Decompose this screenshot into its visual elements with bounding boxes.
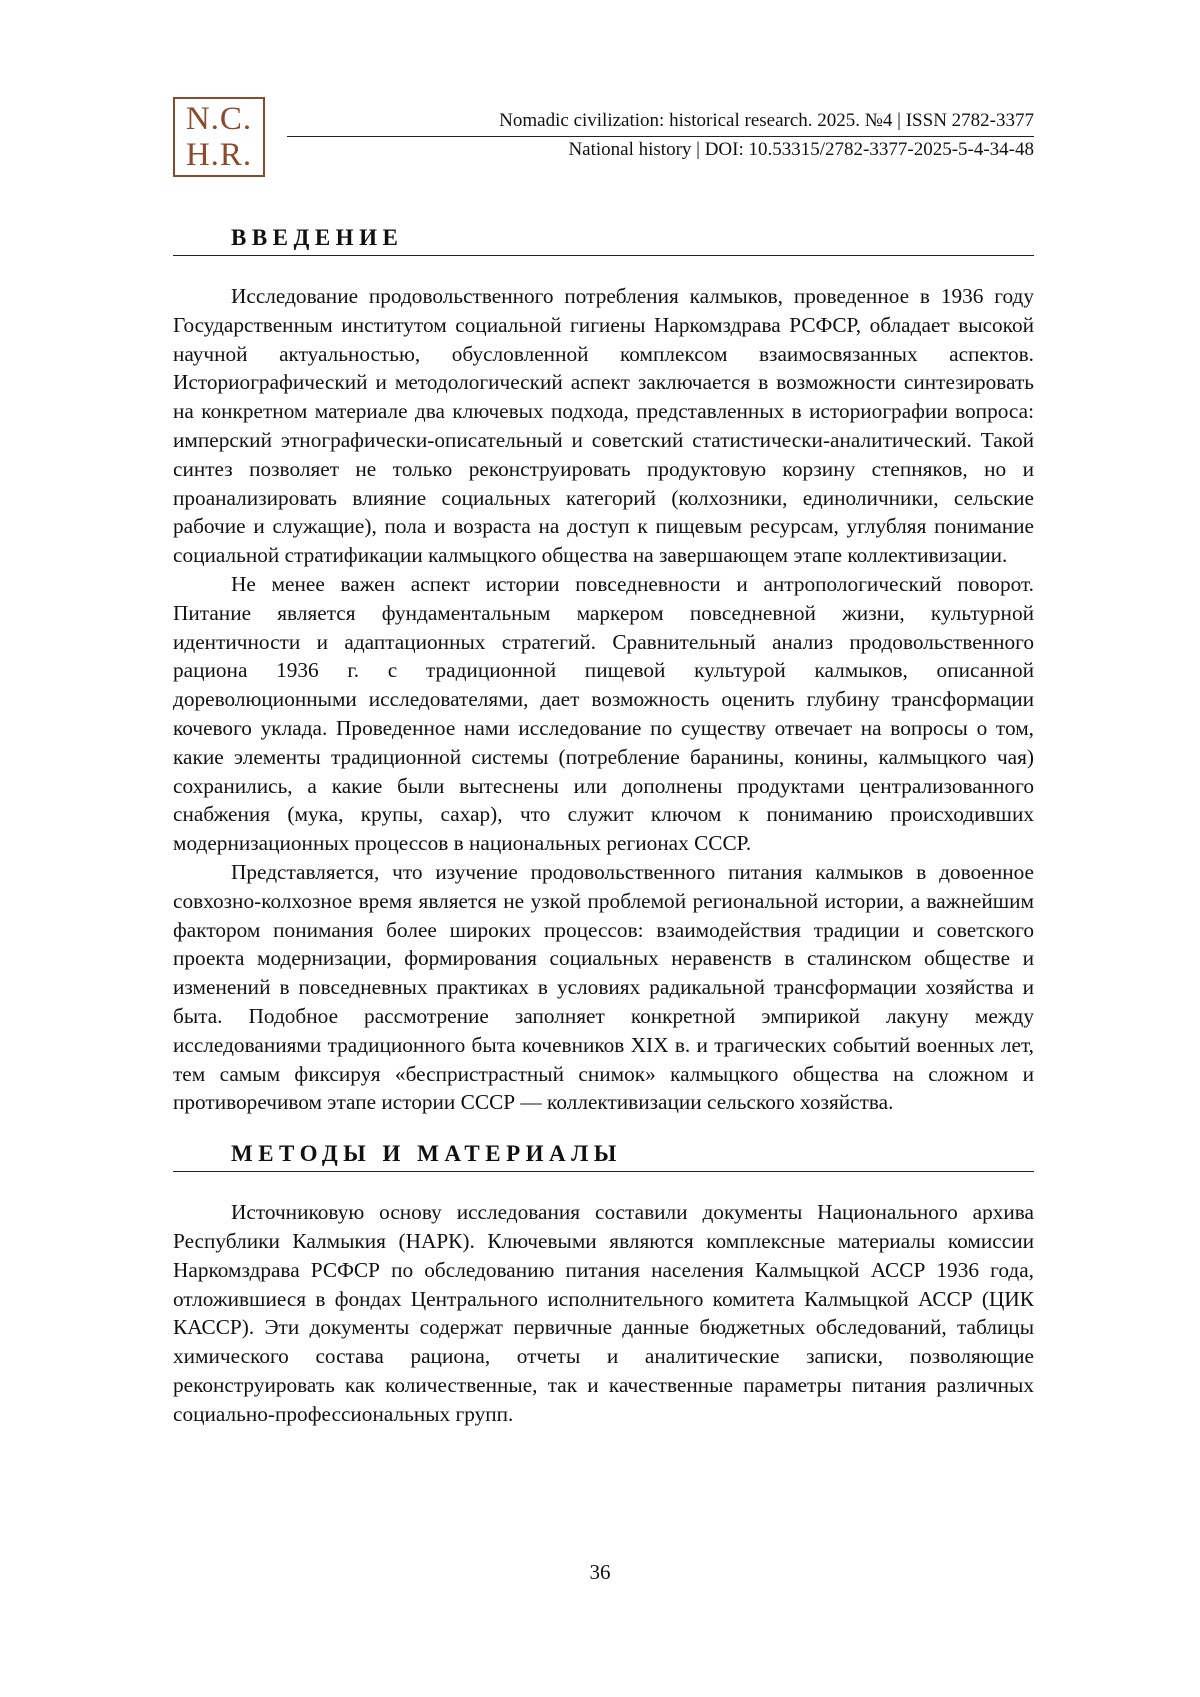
paragraph: Исследование продовольственного потребления калмыков, проведенное в 1936 году Государственным институтом социальной гигиены Наркомздрава РСФСР, обладает высокой научной актуальностью, обусловленной комплексом взаимосвязанных аспектов. Историографический и методологический аспект заключается в возможности синтезировать на конкретном материале два ключевых подхода, представленных в историографии вопроса: имперский этнографически-описательный и советский статистически-аналитический. Такой синтез позволяет не только реконструировать продуктовую корзину степняков, но и проанализировать влияние социальных категорий (колхозники, единоличники, сельские рабочие и служащие), пола и возраста на доступ к пищевым ресурсам, углубляя понимание социальной стратификации калмыцкого общества на завершающем этапе коллективизации. <box>173 284 1034 568</box>
logo-line-2: H.R. <box>185 137 253 173</box>
paragraph: Источниковую основу исследования составили документы Национального архива Республики Калмыкия (НАРК). Ключевыми являются комплексные материалы комиссии Наркомздрава РСФСР по обследованию питания населения Калмыцкой АССР 1936 года, отложившиеся в фондах Центрального исполнительного комитета Калмыцкой АССР (ЦИК КАССР). Эти документы содержат первичные данные бюджетных обследований, таблицы химического состава рациона, отчеты и аналитические записки, позволяющие реконструировать как количественные, так и качественные параметры питания различных социально-профессиональных групп. <box>173 1200 1034 1426</box>
journal-logo <box>173 97 265 177</box>
section-heading-methods: МЕТОДЫ И МАТЕРИАЛЫ <box>173 1141 1034 1172</box>
header-doi-line: National history | DOI: 10.53315/2782-3377-2025-5-4-34-48 <box>568 139 1034 160</box>
article-body <box>173 225 1034 1428</box>
logo-line-1: N.C. <box>185 101 253 137</box>
header-journal-line: Nomadic civilization: historical research. 2025. №4 | ISSN 2782-3377 <box>499 110 1034 131</box>
paragraph: Представляется, что изучение продовольственного питания калмыков в довоенное совхозно-колхозное время является не узкой проблемой региональной истории, а важнейшим фактором понимания более широких процессов: взаимодействия традиции и советского проекта модернизации, формирования социальных неравенств в сталинском обществе и изменений в повседневных практиках в условиях радикальной трансформации хозяйства и быта. Подобное рассмотрение заполняет конкретной эмпирикой лакуну между исследованиями традиционного быта кочевников XIX в. и трагических событий военных лет, тем самым фиксируя «беспристрастный снимок» калмыцкого общества на сложном и противоречивом этапе истории СССР — коллективизации сельского хозяйства. <box>173 859 1034 1115</box>
header-rule <box>287 136 1034 137</box>
section-heading-introduction: ВВЕДЕНИЕ <box>173 225 1034 256</box>
page-number: 36 <box>589 1560 611 1584</box>
paragraph: Не менее важен аспект истории повседневности и антропологический поворот. Питание является фундаментальным маркером повседневной жизни, культурной идентичности и адаптационных стратегий. Сравнительный анализ продовольственного рациона 1936 г. с традиционной пищевой культурой калмыков, описанной дореволюционными исследователями, дает возможность оценить глубину трансформации кочевого уклада. Проведенное нами исследование по существу отвечает на вопросы о том, какие элементы традиционной системы (потребление баранины, конины, калмыцкого чая) сохранились, а какие были вытеснены или дополнены продуктами централизованного снабжения (мука, крупы, сахар), что служит ключом к пониманию происходивших модернизационных процессов в национальных регионах СССР. <box>173 571 1034 856</box>
